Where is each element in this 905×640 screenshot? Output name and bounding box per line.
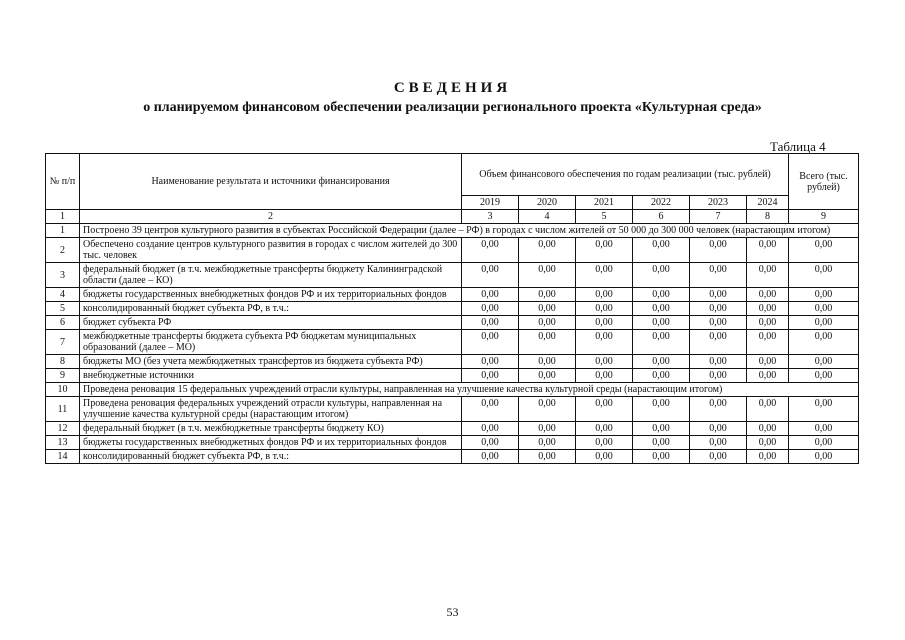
row-name: Обеспечено создание центров культурного развития в городах с числом жителей до 300 тыс. человек [80, 238, 462, 263]
row-year-value: 0,00 [519, 422, 576, 436]
row-year-value: 0,00 [690, 330, 747, 355]
row-total-value: 0,00 [789, 316, 859, 330]
row-total-value: 0,00 [789, 330, 859, 355]
row-number: 9 [46, 369, 80, 383]
row-year-value: 0,00 [576, 397, 633, 422]
column-index-cell: 2 [80, 210, 462, 224]
row-year-value: 0,00 [633, 436, 690, 450]
row-year-value: 0,00 [576, 238, 633, 263]
header-year: 2020 [519, 196, 576, 210]
row-year-value: 0,00 [576, 369, 633, 383]
column-index-cell: 3 [462, 210, 519, 224]
table-body [46, 224, 859, 464]
header-year: 2023 [690, 196, 747, 210]
table-row [46, 316, 859, 330]
header-year: 2021 [576, 196, 633, 210]
row-year-value: 0,00 [519, 238, 576, 263]
table-row [46, 288, 859, 302]
row-name: бюджеты государственных внебюджетных фондов РФ и их территориальных фондов [80, 288, 462, 302]
table-row [46, 383, 859, 397]
row-year-value: 0,00 [633, 450, 690, 464]
row-name: межбюджетные трансферты бюджета субъекта РФ бюджетам муниципальных образований (далее – МО) [80, 330, 462, 355]
row-year-value: 0,00 [747, 238, 789, 263]
row-year-value: 0,00 [747, 330, 789, 355]
row-year-value: 0,00 [462, 355, 519, 369]
row-total-value: 0,00 [789, 355, 859, 369]
row-year-value: 0,00 [690, 355, 747, 369]
row-year-value: 0,00 [690, 288, 747, 302]
row-year-value: 0,00 [519, 450, 576, 464]
table-row [46, 224, 859, 238]
row-year-value: 0,00 [690, 369, 747, 383]
row-year-value: 0,00 [519, 369, 576, 383]
row-year-value: 0,00 [576, 330, 633, 355]
row-year-value: 0,00 [462, 450, 519, 464]
row-year-value: 0,00 [576, 355, 633, 369]
table-row [46, 302, 859, 316]
row-total-value: 0,00 [789, 422, 859, 436]
row-year-value: 0,00 [690, 302, 747, 316]
financing-table [45, 153, 859, 464]
row-year-value: 0,00 [690, 450, 747, 464]
row-year-value: 0,00 [633, 355, 690, 369]
row-year-value: 0,00 [462, 263, 519, 288]
row-year-value: 0,00 [633, 422, 690, 436]
row-number: 10 [46, 383, 80, 397]
row-year-value: 0,00 [633, 263, 690, 288]
column-index-cell: 4 [519, 210, 576, 224]
row-name: федеральный бюджет (в т.ч. межбюджетные трансферты бюджету Калининградской области (далее – КО) [80, 263, 462, 288]
table-row [46, 355, 859, 369]
document-subtitle: о планируемом финансовом обеспечении реализации регионального проекта «Культурная среда» [143, 100, 762, 115]
row-year-value: 0,00 [576, 288, 633, 302]
row-name: внебюджетные источники [80, 369, 462, 383]
row-year-value: 0,00 [519, 288, 576, 302]
row-year-value: 0,00 [633, 316, 690, 330]
column-index-cell: 7 [690, 210, 747, 224]
row-year-value: 0,00 [690, 436, 747, 450]
row-year-value: 0,00 [747, 450, 789, 464]
row-year-value: 0,00 [633, 330, 690, 355]
row-number: 2 [46, 238, 80, 263]
row-year-value: 0,00 [462, 369, 519, 383]
row-name: консолидированный бюджет субъекта РФ, в т.ч.: [80, 450, 462, 464]
column-index-cell: 8 [747, 210, 789, 224]
row-year-value: 0,00 [462, 316, 519, 330]
column-index-cell: 6 [633, 210, 690, 224]
row-name: Проведена реновация федеральных учреждений отрасли культуры, направленная на улучшение качества культурной среды (нарастающим итогом) [80, 397, 462, 422]
row-year-value: 0,00 [633, 369, 690, 383]
row-year-value: 0,00 [519, 355, 576, 369]
row-year-value: 0,00 [576, 436, 633, 450]
row-year-value: 0,00 [690, 238, 747, 263]
header-num: № п/п [46, 154, 80, 210]
header-year: 2024 [747, 196, 789, 210]
row-total-value: 0,00 [789, 238, 859, 263]
header-volume: Объем финансового обеспечения по годам реализации (тыс. рублей) [462, 154, 789, 196]
document-title: СВЕДЕНИЯ [393, 80, 512, 96]
row-number: 14 [46, 450, 80, 464]
row-name: Построено 39 центров культурного развития в субъектах Российской Федерации (далее – РФ) в городах с числом жителей от 50 000 до 300 000 человек (нарастающим итогом) [80, 224, 859, 238]
header-year: 2022 [633, 196, 690, 210]
table-row [46, 369, 859, 383]
row-year-value: 0,00 [462, 302, 519, 316]
row-year-value: 0,00 [747, 422, 789, 436]
table-row [46, 238, 859, 263]
table-row [46, 263, 859, 288]
row-name: федеральный бюджет (в т.ч. межбюджетные трансферты бюджету КО) [80, 422, 462, 436]
row-year-value: 0,00 [690, 422, 747, 436]
column-index-row [46, 210, 859, 224]
row-year-value: 0,00 [747, 263, 789, 288]
row-year-value: 0,00 [519, 397, 576, 422]
row-year-value: 0,00 [576, 302, 633, 316]
row-total-value: 0,00 [789, 302, 859, 316]
row-year-value: 0,00 [747, 436, 789, 450]
row-year-value: 0,00 [462, 397, 519, 422]
row-total-value: 0,00 [789, 397, 859, 422]
table-row [46, 436, 859, 450]
row-total-value: 0,00 [789, 450, 859, 464]
column-index-cell: 9 [789, 210, 859, 224]
row-year-value: 0,00 [747, 355, 789, 369]
row-year-value: 0,00 [462, 422, 519, 436]
header-total: Всего (тыс. рублей) [789, 154, 859, 210]
row-total-value: 0,00 [789, 263, 859, 288]
table-row [46, 330, 859, 355]
column-index-cell: 5 [576, 210, 633, 224]
row-number: 4 [46, 288, 80, 302]
row-year-value: 0,00 [519, 263, 576, 288]
header-name: Наименование результата и источники финансирования [80, 154, 462, 210]
row-number: 1 [46, 224, 80, 238]
row-year-value: 0,00 [576, 263, 633, 288]
row-year-value: 0,00 [747, 316, 789, 330]
row-name: Проведена реновация 15 федеральных учреждений отрасли культуры, направленная на улучшение качества культурной среды (нарастающим итогом) [80, 383, 859, 397]
row-year-value: 0,00 [576, 422, 633, 436]
table-row [46, 397, 859, 422]
table-row [46, 422, 859, 436]
row-total-value: 0,00 [789, 369, 859, 383]
row-year-value: 0,00 [519, 330, 576, 355]
row-year-value: 0,00 [519, 436, 576, 450]
row-name: бюджет субъекта РФ [80, 316, 462, 330]
row-number: 13 [46, 436, 80, 450]
column-index-cell: 1 [46, 210, 80, 224]
row-year-value: 0,00 [690, 316, 747, 330]
row-year-value: 0,00 [576, 450, 633, 464]
row-total-value: 0,00 [789, 436, 859, 450]
header-year: 2019 [462, 196, 519, 210]
row-year-value: 0,00 [462, 238, 519, 263]
row-name: бюджеты государственных внебюджетных фондов РФ и их территориальных фондов [80, 436, 462, 450]
row-year-value: 0,00 [633, 397, 690, 422]
row-year-value: 0,00 [690, 263, 747, 288]
row-year-value: 0,00 [519, 302, 576, 316]
row-year-value: 0,00 [690, 397, 747, 422]
table-caption: Таблица 4 [770, 139, 826, 154]
row-number: 6 [46, 316, 80, 330]
table-row [46, 450, 859, 464]
row-number: 3 [46, 263, 80, 288]
row-year-value: 0,00 [633, 302, 690, 316]
page-number: 53 [446, 605, 459, 619]
row-number: 7 [46, 330, 80, 355]
row-year-value: 0,00 [633, 238, 690, 263]
row-total-value: 0,00 [789, 288, 859, 302]
row-year-value: 0,00 [747, 369, 789, 383]
row-year-value: 0,00 [633, 288, 690, 302]
row-year-value: 0,00 [747, 397, 789, 422]
row-year-value: 0,00 [519, 316, 576, 330]
row-year-value: 0,00 [576, 316, 633, 330]
row-name: консолидированный бюджет субъекта РФ, в т.ч.: [80, 302, 462, 316]
row-year-value: 0,00 [462, 436, 519, 450]
row-year-value: 0,00 [462, 330, 519, 355]
row-number: 8 [46, 355, 80, 369]
row-number: 12 [46, 422, 80, 436]
row-year-value: 0,00 [747, 302, 789, 316]
row-year-value: 0,00 [462, 288, 519, 302]
row-number: 5 [46, 302, 80, 316]
row-year-value: 0,00 [747, 288, 789, 302]
row-number: 11 [46, 397, 80, 422]
row-name: бюджеты МО (без учета межбюджетных трансфертов из бюджета субъекта РФ) [80, 355, 462, 369]
